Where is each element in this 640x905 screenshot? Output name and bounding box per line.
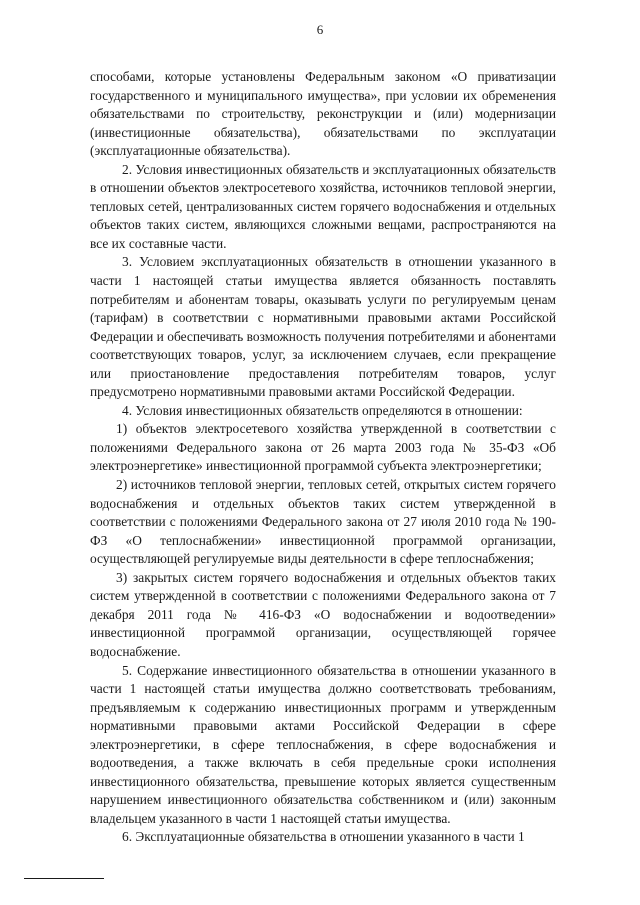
list-item-1: 1) объектов электросетевого хозяйства утвержденной в соответствии с положениями Федерального закона от 26 марта 2003 года № 35-ФЗ «Об электроэнергетике» инвестиционной программой субъекта электроэнергетики; [90,421,556,474]
list-item-3: 3) закрытых систем горячего водоснабжения и отдельных объектов таких систем утвержденной в соответствии с положениями Федерального закона от 7 декабря 2011 года № 416-ФЗ «О водоснабжении и водоотведении» инвестиционной программой организации, осуществляющей горячее водоснабжение. [90,569,556,659]
paragraph-6: 6. Эксплуатационные обязательства в отношении указанного в части 1 [122,829,525,845]
body-text [90,68,556,847]
footnote-divider [24,878,104,879]
paragraph-2: 2. Условия инвестиционных обязательств и эксплуатационных обязательств в отношении объектов электросетевого хозяйства, источников тепловой энергии, тепловых сетей, централизованных систем горячего водоснабжения и отдельных объектов таких систем, являющихся сложными вещами, распространяются на все их составные части. [90,161,556,251]
page-number: 6 [316,22,324,37]
paragraph-3: 3. Условием эксплуатационных обязательств в отношении указанного в части 1 настоящей статьи имущества является обязанность поставлять потребителям и абонентам товары, оказывать услуги по регулируемым ценам (тарифам) в соответствии с нормативными правовыми актами Российской Федерации и обеспечивать возможность получения потребителями и абонентами соответствующих товаров, услуг, за исключением случаев, если прекращение или приостановление предоставления потребителям товаров, услуг предусмотрено нормативными правовыми актами Российской Федерации. [90,254,556,400]
paragraph-5: 5. Содержание инвестиционного обязательства в отношении указанного в части 1 настоящей статьи имущества должно соответствовать требованиям, предъявляемым к содержанию инвестиционных программ и утвержденным нормативными правовыми актами Российской Федерации в сфере электроэнергетики, в сфере теплоснабжения, в сфере водоснабжения и водоотведения, а также включать в себя предельные сроки исполнения инвестиционного обязательства, превышение которых является существенным нарушением инвестиционного обязательства собственником и (или) законным владельцем указанного в части 1 настоящей статьи имущества. [90,662,556,826]
list-item-2: 2) источников тепловой энергии, тепловых сетей, открытых систем горячего водоснабжения и отдельных объектов таких систем утвержденной в соответствии с положениями Федерального закона от 27 июля 2010 года № 190-ФЗ «О теплоснабжении» инвестиционной программой организации, осуществляющей регулируемые виды деятельности в сфере теплоснабжения; [90,477,556,567]
paragraph-continuation: способами, которые установлены Федеральным законом «О приватизации государственного и муниципального имущества», при условии их обременения обязательствами по строительству, реконструкции и (или) модернизации (инвестиционные обязательства), обязательствами по эксплуатации (эксплуатационные обязательства). [90,69,556,159]
paragraph-4: 4. Условия инвестиционных обязательств определяются в отношении: [122,402,523,418]
